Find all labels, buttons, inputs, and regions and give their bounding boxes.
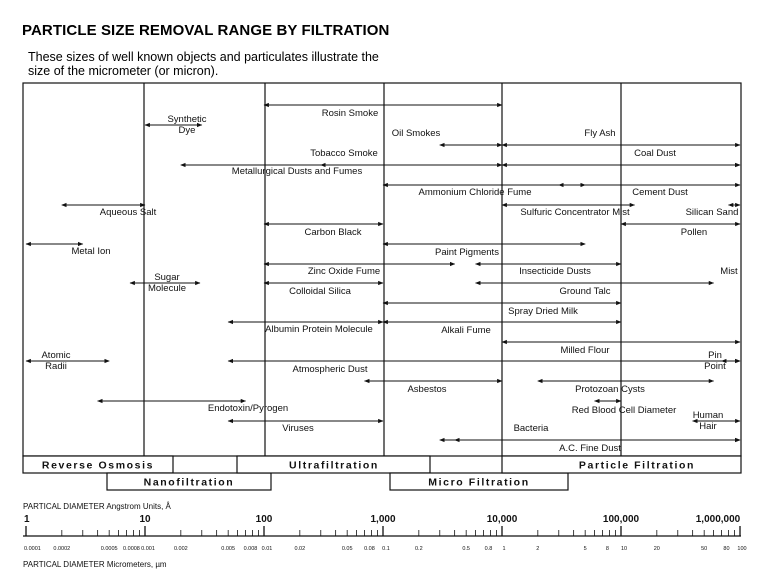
band-ultrafiltration	[237, 456, 430, 473]
micrometer-tick-label: 0.001	[141, 546, 155, 552]
micrometer-tick-label: 0.0001	[24, 546, 41, 552]
range-label: Alkali Fume	[441, 325, 491, 336]
range-label: Tobacco Smoke	[310, 148, 378, 159]
angstrom-tick-label: 100	[255, 514, 273, 525]
angstrom-tick-label: 1,000	[370, 514, 396, 525]
range-rosin-smoke	[264, 105, 502, 119]
range-mist	[720, 266, 738, 277]
range-tobacco-smoke	[310, 148, 502, 165]
micrometer-tick-label: 5	[583, 546, 587, 552]
micrometer-tick-label: 0.005	[221, 546, 236, 552]
range-label: Spray Dried Milk	[508, 306, 578, 317]
micrometer-tick-label: 0.2	[414, 546, 423, 552]
band-micro-filtration	[390, 473, 568, 490]
band-particle-filtration	[502, 456, 741, 473]
band-reverse-osmosis	[23, 456, 173, 473]
angstrom-tick-label: 10,000	[486, 514, 518, 525]
angstrom-tick-labels	[24, 514, 741, 525]
range-label: Metallurgical Dusts and Fumes	[231, 166, 363, 177]
range-albumin-protein-molecule	[228, 322, 383, 335]
range-label: Albumin Protein Molecule	[265, 324, 373, 335]
range-label: Paint Pigments	[435, 247, 499, 258]
range-label: Carbon Black	[304, 227, 362, 238]
angstrom-axis-label: PARTICAL DIAMETER Angstrom Units, Å	[23, 502, 171, 511]
micrometer-tick-label: 0.002	[173, 546, 188, 552]
range-label: Zinc Oxide Fume	[307, 266, 381, 277]
micrometer-tick-label: 0.5	[462, 546, 471, 552]
range-label: Ammonium Chloride Fume	[418, 187, 532, 198]
micrometer-tick-label: 0.01	[261, 546, 273, 552]
micrometer-tick-label: 0.08	[364, 546, 375, 552]
range-zinc-oxide-fume	[264, 264, 455, 277]
band-ultrafiltration-label: Ultrafiltration	[289, 459, 379, 472]
band-micro-filtration-label: Micro Filtration	[428, 476, 530, 489]
chart-frame	[23, 83, 741, 456]
range-oil-smokes	[392, 128, 502, 145]
micrometer-tick-label: 80	[723, 546, 730, 552]
range-label: Endotoxin/Pyrogen	[207, 403, 289, 414]
range-label: Metal Ion	[71, 246, 111, 257]
range-label: Oil Smokes	[391, 128, 441, 139]
angstrom-tick-label: 1,000,000	[695, 514, 741, 525]
micrometer-tick-label: 0.0008	[123, 546, 140, 552]
range-paint-pigments	[383, 244, 585, 258]
micrometer-tick-label: 0.008	[243, 546, 258, 552]
range-metallurgical-dusts-and-fumes	[181, 165, 740, 177]
range-label: Synthetic Dye	[167, 114, 207, 136]
micrometer-tick-label: 2	[536, 546, 540, 552]
micrometer-tick-label: 0.0002	[53, 546, 71, 552]
range-label: Rosin Smoke	[321, 108, 379, 119]
micrometer-axis-label: PARTICAL DIAMETER Micrometers, µm	[23, 560, 167, 569]
range-silican-sand	[686, 205, 740, 218]
range-label: Aqueous Salt	[99, 207, 157, 218]
range-label: Protozoan Cysts	[575, 384, 645, 395]
range-label: A.C. Fine Dust	[559, 443, 621, 454]
micrometer-tick-label: 1	[502, 546, 506, 552]
band-reverse-osmosis-label: Reverse Osmosis	[41, 459, 155, 472]
micrometer-tick-label: 8	[605, 546, 609, 552]
range-insecticide-dusts	[476, 264, 621, 277]
range-label: Pin Point	[704, 350, 726, 372]
range-label: Atomic Radii	[41, 350, 71, 372]
range-atomic-radii	[26, 350, 109, 372]
micrometer-tick-label: 50	[701, 546, 708, 552]
micrometer-tick-label: 20	[653, 546, 660, 552]
page-subtitle: These sizes of well known objects and particulates illustrate the size of the micrometer (or micron).	[28, 50, 379, 78]
range-label: Cement Dust	[632, 187, 688, 198]
range-sugar-molecule	[130, 272, 200, 294]
micrometer-tick-label: 10	[620, 546, 628, 552]
range-ground-talc	[476, 283, 714, 297]
range-metal-ion	[26, 244, 111, 257]
micrometer-tick-label: 0.1	[382, 546, 390, 552]
range-label: Sulfuric Concentrator Mist	[520, 207, 630, 218]
range-ammonium-chloride-fume	[383, 185, 585, 198]
range-label: Colloidal Silica	[289, 286, 351, 297]
micrometer-tick-label: 100	[737, 546, 747, 552]
range-label: Insecticide Dusts	[519, 266, 591, 277]
range-label: Red Blood Cell Diameter	[571, 405, 677, 416]
range-label: Fly Ash	[584, 128, 616, 139]
range-endotoxin-pyrogen	[98, 401, 288, 414]
micrometer-tick-labels	[24, 546, 747, 552]
band-nanofiltration	[107, 473, 271, 490]
range-label: Asbestos	[407, 384, 447, 395]
range-label: Sugar Molecule	[147, 272, 187, 294]
range-pin-point	[704, 350, 740, 372]
range-colloidal-silica	[264, 283, 383, 297]
range-viruses	[228, 421, 383, 434]
band-particle-filtration-label: Particle Filtration	[578, 459, 696, 472]
page-title: PARTICLE SIZE REMOVAL RANGE BY FILTRATION	[22, 22, 390, 39]
range-label: Atmospheric Dust	[292, 364, 368, 375]
range-label: Pollen	[680, 227, 708, 238]
range-label: Mist	[720, 266, 738, 277]
range-bacteria	[440, 423, 740, 440]
angstrom-tick-label: 1	[24, 514, 30, 525]
range-red-blood-cell-diameter	[572, 401, 677, 416]
band-nanofiltration-label: Nanofiltration	[143, 476, 235, 489]
micrometer-tick-label: 0.05	[341, 546, 353, 552]
range-label: Coal Dust	[634, 148, 676, 159]
range-label: Bacteria	[513, 423, 549, 434]
angstrom-tick-label: 10	[139, 514, 151, 525]
range-aqueous-salt	[62, 205, 157, 218]
range-asbestos	[365, 381, 502, 395]
angstrom-tick-label: 100,000	[602, 514, 640, 525]
range-label: Viruses	[282, 423, 314, 434]
micrometer-tick-label: 0.0005	[100, 546, 118, 552]
range-sulfuric-concentrator-mist	[502, 205, 635, 218]
range-human-hair	[693, 410, 740, 432]
axis-ticks	[26, 526, 740, 536]
micrometer-tick-label: 0.02	[294, 546, 306, 552]
range-label: Ground Talc	[559, 286, 611, 297]
range-label: Human Hair	[692, 410, 724, 432]
range-atmospheric-dust	[228, 361, 740, 375]
range-label: Silican Sand	[685, 207, 739, 218]
range-protozoan-cysts	[538, 381, 714, 395]
particle-ranges	[26, 105, 740, 454]
range-a-c-fine-dust	[455, 440, 740, 454]
range-cement-dust	[559, 185, 740, 198]
range-label: Milled Flour	[560, 345, 610, 356]
range-synthetic-dye	[145, 114, 207, 136]
range-carbon-black	[264, 224, 383, 238]
micrometer-tick-label: 0.8	[484, 546, 493, 552]
range-pollen	[621, 224, 740, 238]
